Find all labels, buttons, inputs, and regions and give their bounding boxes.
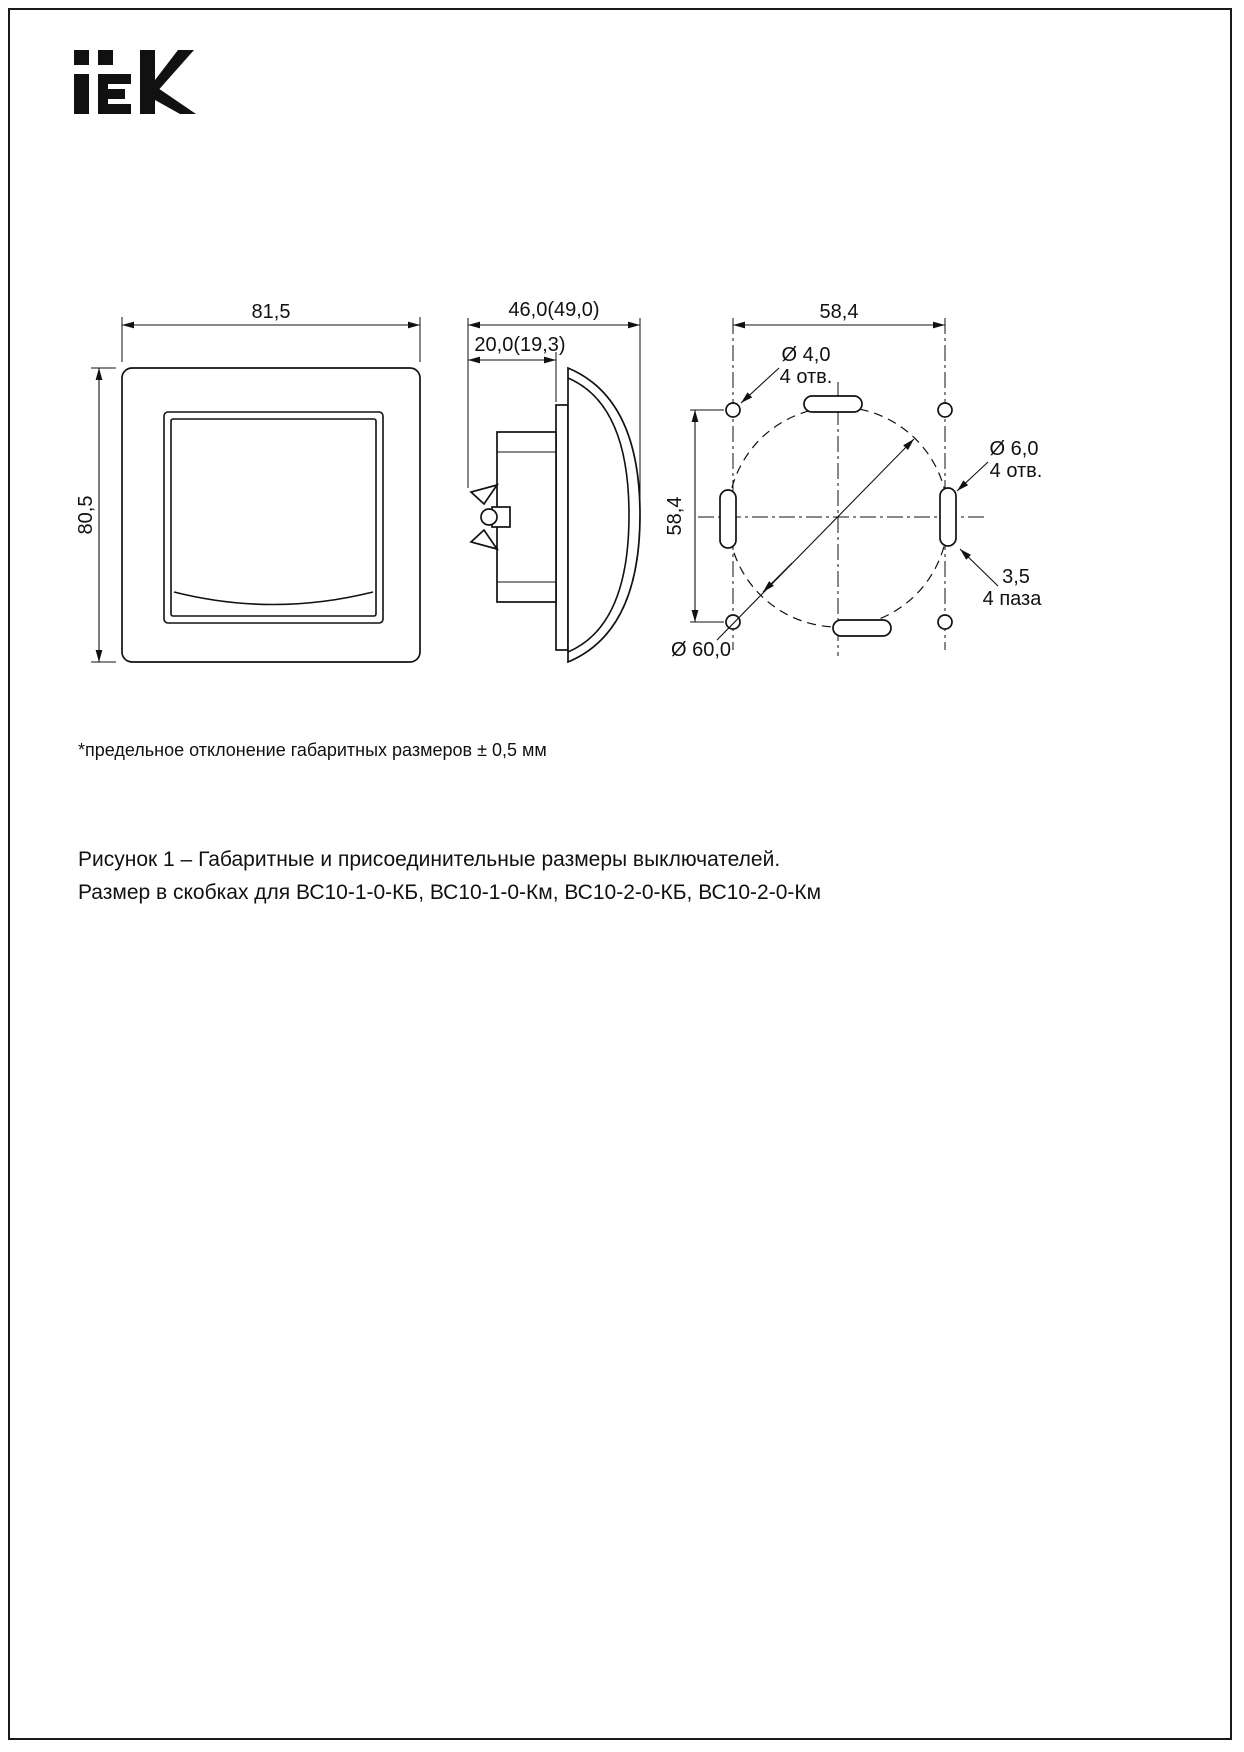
logo-i-stem (74, 74, 89, 114)
leader-small-hole (741, 368, 779, 403)
logo-k-lower-arm (155, 86, 196, 114)
mounting-plate-view (664, 301, 1042, 661)
logo-e-bar (98, 104, 131, 114)
leader-slot (960, 549, 998, 586)
side-screw-head (481, 509, 497, 525)
logo-k-upper-arm (155, 50, 194, 94)
dim-side-mech-label: 20,0(19,3) (474, 334, 566, 356)
dim-side-total-label: 46,0(49,0) (508, 299, 600, 321)
figure-caption-line2: Размер в скобках для ВС10-1-0-КБ, ВС10-1-0-Км, ВС10-2-0-КБ, ВС10-2-0-Км (78, 881, 822, 904)
screw-slot-right (940, 488, 956, 546)
dim-front-width-label: 81,5 (251, 301, 291, 323)
slot-count-label: 4 паза (982, 588, 1042, 610)
side-upper-claw (471, 485, 497, 504)
logo-i-dot (74, 50, 89, 65)
logo-e-bar (98, 89, 125, 99)
screw-slot-bottom (833, 620, 891, 636)
side-view (468, 299, 640, 662)
leader-bolt-circle-arrow (763, 563, 792, 592)
dim-front-height-label: 80,5 (75, 495, 97, 535)
large-hole-count-label: 4 отв. (989, 460, 1043, 482)
large-hole-dia-label: Ø 6,0 (989, 438, 1039, 460)
leader-bolt-circle (717, 439, 914, 640)
tolerance-footnote: *предельное отклонение габаритных размеров ± 0,5 мм (78, 740, 547, 760)
small-hole-count-label: 4 отв. (779, 366, 833, 388)
dim-plate-vertical-label: 58,4 (664, 496, 686, 536)
leader-large-hole (957, 462, 988, 491)
logo-e-dot (98, 50, 113, 65)
small-hole (726, 403, 740, 417)
logo-k-stem (140, 50, 155, 114)
bolt-circle-dia-label: Ø 60,0 (670, 639, 732, 661)
iek-logo (74, 50, 196, 114)
small-hole (938, 403, 952, 417)
screw-slot-left (720, 490, 736, 548)
side-lower-claw (471, 530, 497, 549)
front-view (75, 301, 420, 662)
figure-caption-line1: Рисунок 1 – Габаритные и присоединительные размеры выключателей. (78, 848, 781, 871)
figure-caption (78, 843, 821, 909)
slot-width-label: 3,5 (1002, 566, 1030, 588)
side-support-frame (556, 405, 568, 650)
small-hole (726, 615, 740, 629)
small-hole-dia-label: Ø 4,0 (781, 344, 831, 366)
logo-e-bar (98, 74, 131, 84)
dim-plate-horizontal-label: 58,4 (819, 301, 859, 323)
screw-slot-top (804, 396, 862, 412)
small-hole (938, 615, 952, 629)
